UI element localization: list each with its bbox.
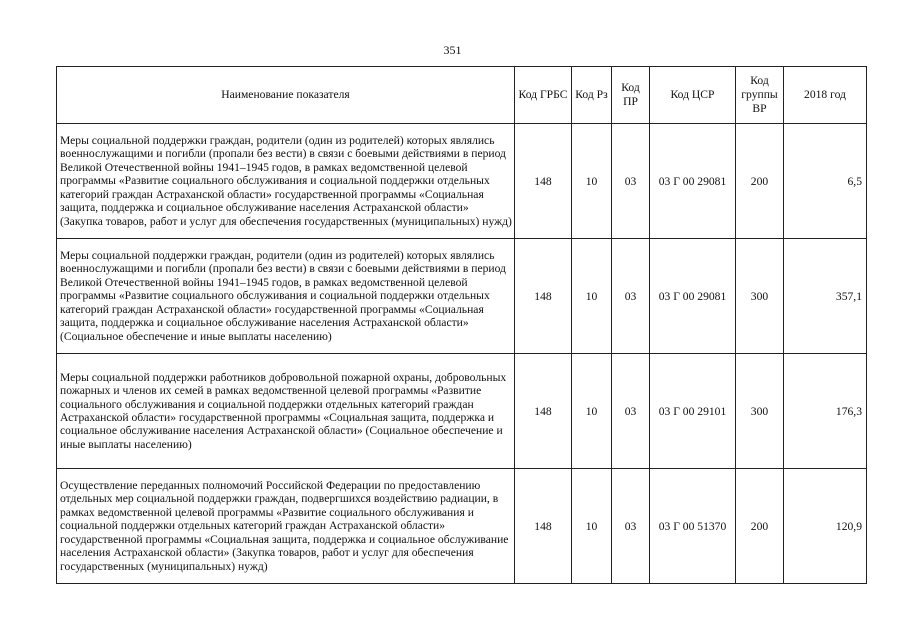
cell-rz: 10	[572, 124, 612, 239]
cell-vr: 200	[736, 469, 784, 584]
cell-grbs: 148	[515, 354, 572, 469]
table-row	[57, 124, 867, 239]
cell-grbs: 148	[515, 469, 572, 584]
cell-rz: 10	[572, 469, 612, 584]
cell-csr: 03 Г 00 29081	[650, 239, 736, 354]
header-csr: Код ЦСР	[650, 67, 736, 124]
header-name: Наименование показателя	[57, 67, 515, 124]
header-grbs: Код ГРБС	[515, 67, 572, 124]
cell-value: 6,5	[784, 124, 867, 239]
header-year: 2018 год	[784, 67, 867, 124]
cell-name: Меры социальной поддержки граждан, родители (один из родителей) которых являлись военнослужащими и погибли (пропали без вести) в связи с боевыми действиями в период Великой Отечественной войны 1941–1945 годов, в рамках ведомственной целевой программы «Развитие социального обслуживания и социальной поддержки отдельных категорий граждан Астраханской области» государственной программы «Социальная защита, поддержка и социальное обслуживание населения Астраханской области» (Закупка товаров, работ и услуг для обеспечения государственных (муниципальных) нужд)	[57, 124, 515, 239]
cell-value: 120,9	[784, 469, 867, 584]
page-number: 351	[443, 43, 462, 57]
table-row	[57, 239, 867, 354]
table-row	[57, 469, 867, 584]
cell-grbs: 148	[515, 239, 572, 354]
cell-name: Меры социальной поддержки граждан, родители (один из родителей) которых являлись военнослужащими и погибли (пропали без вести) в связи с боевыми действиями в период Великой Отечественной войны 1941–1945 годов, в рамках ведомственной целевой программы «Развитие социального обслуживания и социальной поддержки отдельных категорий граждан Астраханской области» государственной программы «Социальная защита, поддержка и социальное обслуживание населения Астраханской области» (Социальное обеспечение и иные выплаты населению)	[57, 239, 515, 354]
cell-grbs: 148	[515, 124, 572, 239]
table-header	[57, 67, 867, 124]
cell-pr: 03	[612, 469, 650, 584]
header-rz: Код Рз	[572, 67, 612, 124]
cell-vr: 200	[736, 124, 784, 239]
cell-name: Меры социальной поддержки работников добровольной пожарной охраны, добровольных пожарных и членов их семей в рамках ведомственной целевой программы «Развитие социального обслуживания и социальной поддержки отдельных категорий граждан Астраханской области» государственной программы «Социальная защита, поддержка и социальное обслуживание населения Астраханской области» (Социальное обеспечение и иные выплаты населению)	[57, 354, 515, 469]
cell-pr: 03	[612, 124, 650, 239]
table-body	[57, 124, 867, 584]
cell-csr: 03 Г 00 29101	[650, 354, 736, 469]
cell-value: 357,1	[784, 239, 867, 354]
header-pr: Код ПР	[612, 67, 650, 124]
table-row	[57, 354, 867, 469]
cell-pr: 03	[612, 239, 650, 354]
cell-value: 176,3	[784, 354, 867, 469]
header-vr: Код группы ВР	[736, 67, 784, 124]
budget-table	[56, 66, 867, 584]
cell-rz: 10	[572, 239, 612, 354]
cell-rz: 10	[572, 354, 612, 469]
cell-csr: 03 Г 00 51370	[650, 469, 736, 584]
cell-name: Осуществление переданных полномочий Российской Федерации по предоставлению отдельных мер социальной поддержки граждан, подвергшихся воздействию радиации, в рамках ведомственной целевой программы «Развитие социального обслуживания и социальной поддержки отдельных категорий граждан Астраханской области» государственной программы «Социальная защита, поддержка и социальное обслуживание населения Астраханской области» (Закупка товаров, работ и услуг для обеспечения государственных (муниципальных) нужд)	[57, 469, 515, 584]
cell-vr: 300	[736, 354, 784, 469]
cell-csr: 03 Г 00 29081	[650, 124, 736, 239]
cell-pr: 03	[612, 354, 650, 469]
cell-vr: 300	[736, 239, 784, 354]
